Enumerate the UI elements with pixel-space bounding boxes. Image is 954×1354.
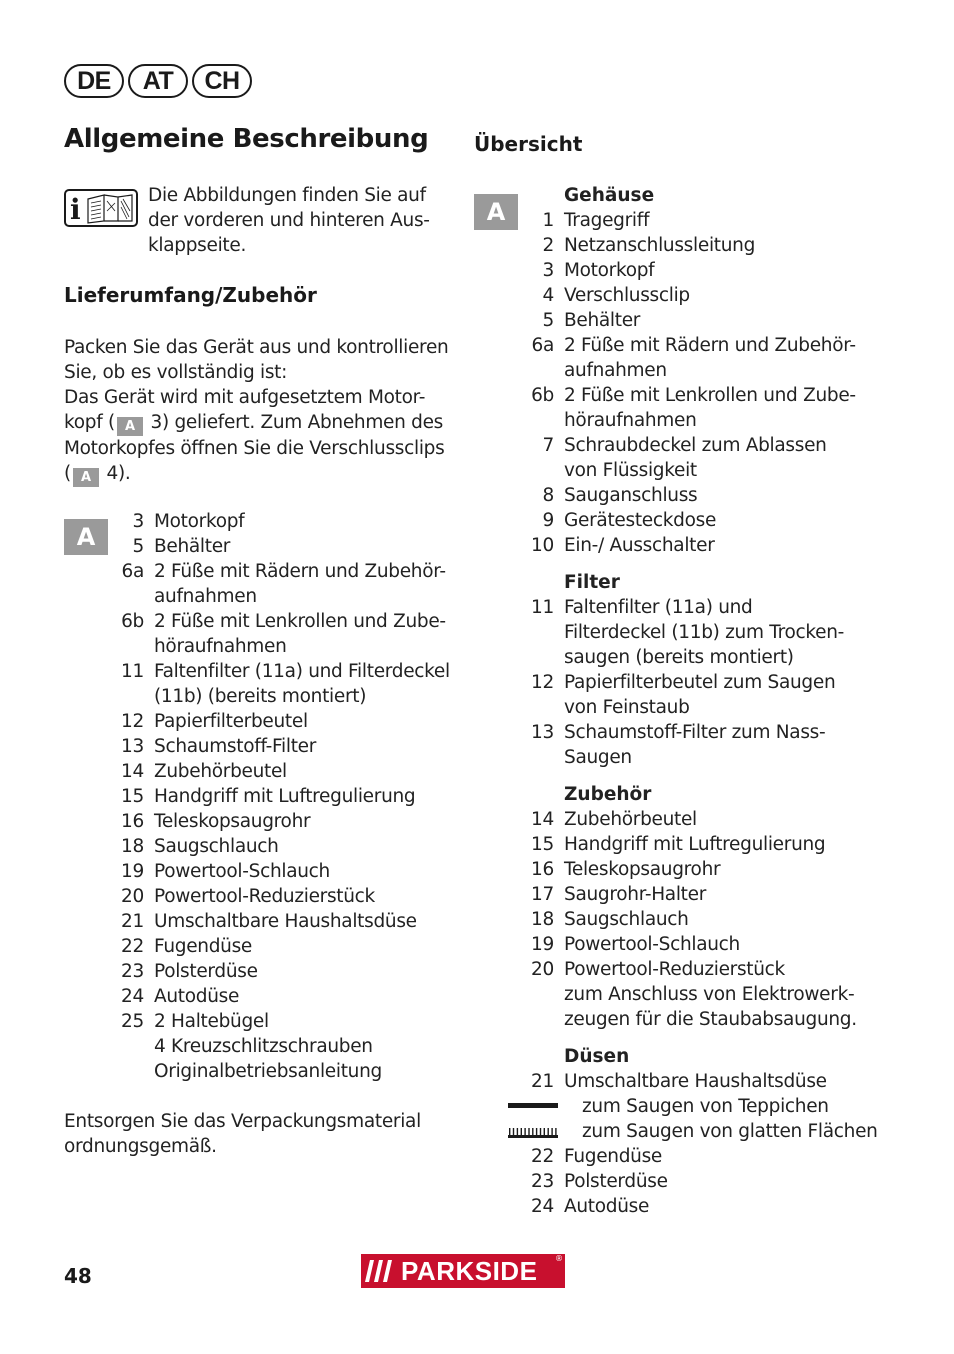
item-label-line: zeugen für die Staubabsaugung. xyxy=(564,1009,857,1030)
overview-list-item xyxy=(510,882,870,907)
nozzle-mode-row xyxy=(510,1094,870,1119)
overview-list-item xyxy=(510,857,870,882)
item-number: 20 xyxy=(531,959,554,980)
item-label xyxy=(154,984,450,1009)
item-label-line: Teleskopsaugrohr xyxy=(564,859,721,880)
spacer xyxy=(510,782,564,807)
overview-list-item xyxy=(510,1194,870,1219)
item-number: 6a xyxy=(121,561,144,582)
overview-list-item xyxy=(510,1144,870,1169)
item-label-line: Autodüse xyxy=(564,1196,650,1217)
item-label-line: Behälter xyxy=(564,310,641,331)
item-label xyxy=(564,882,870,907)
item-label xyxy=(564,807,870,832)
overview-list-item xyxy=(510,208,870,233)
nozzle-mode-row xyxy=(510,1119,878,1144)
item-number: 23 xyxy=(531,1171,554,1192)
item-label xyxy=(564,233,870,258)
item-label-line: Teleskopsaugrohr xyxy=(154,811,311,832)
item-label xyxy=(564,932,870,957)
overview-list-item xyxy=(510,383,870,433)
overview-list-item xyxy=(510,258,870,283)
item-label-line: 2 Füße mit Rädern und Zubehör- xyxy=(564,335,856,356)
paragraph-line: Sie, ob es vollständig ist: xyxy=(64,362,288,383)
item-label-line: Powertool-Schlauch xyxy=(154,861,330,882)
item-number: 18 xyxy=(531,909,554,930)
delivery-list-item xyxy=(100,609,450,659)
item-number: 12 xyxy=(531,672,554,693)
item-number: 11 xyxy=(121,661,144,682)
item-label xyxy=(154,934,450,959)
item-label xyxy=(154,809,450,834)
item-label-line: Fugendüse xyxy=(564,1146,662,1167)
item-label xyxy=(564,907,870,932)
item-number: 1 xyxy=(542,210,554,231)
overview-list-item xyxy=(510,832,870,857)
item-label xyxy=(564,508,870,533)
delivery-list-item xyxy=(100,1009,450,1084)
item-label xyxy=(564,832,870,857)
item-number: 13 xyxy=(121,736,144,757)
item-label xyxy=(564,308,870,333)
item-number: 11 xyxy=(531,597,554,618)
item-label xyxy=(564,720,870,770)
delivery-list-item xyxy=(100,734,450,759)
item-label xyxy=(154,759,450,784)
delivery-list-item xyxy=(100,984,450,1009)
item-label-line: Saugschlauch xyxy=(154,836,279,857)
item-label-line: zum Anschluss von Elektrowerk- xyxy=(564,984,855,1005)
item-number: 18 xyxy=(121,836,144,857)
item-label xyxy=(154,609,450,659)
item-label xyxy=(564,1069,870,1094)
item-label-line: 2 Füße mit Lenkrollen und Zube- xyxy=(154,611,446,632)
item-number: 22 xyxy=(531,1146,554,1167)
delivery-list-item xyxy=(100,759,450,784)
item-label-line: Sauganschluss xyxy=(564,485,698,506)
item-label-line: Tragegriff xyxy=(564,210,650,231)
spacer xyxy=(510,570,564,595)
item-label-line: 2 Füße mit Lenkrollen und Zube- xyxy=(564,385,856,406)
item-label xyxy=(154,509,450,534)
item-label-line: Handgriff mit Luftregulierung xyxy=(564,834,826,855)
info-line: Die Abbildungen finden Sie auf xyxy=(148,185,426,206)
overview-list-item xyxy=(510,670,870,720)
delivery-list-item xyxy=(100,934,450,959)
item-label xyxy=(154,1009,450,1084)
overview-list-item xyxy=(510,433,870,483)
item-label-line: von Flüssigkeit xyxy=(564,460,697,481)
brand-name: PARKSIDE xyxy=(401,1255,538,1286)
item-number: 16 xyxy=(121,811,144,832)
item-label xyxy=(154,784,450,809)
item-label-line: Polsterdüse xyxy=(154,961,258,982)
item-number: 14 xyxy=(531,809,554,830)
delivery-list-item xyxy=(100,534,450,559)
item-label-line: Gerätesteckdose xyxy=(564,510,717,531)
paragraph-line: Das Gerät wird mit aufgesetztem Motor- xyxy=(64,387,426,408)
item-label-line: höraufnahmen xyxy=(564,410,697,431)
delivery-list-item xyxy=(100,809,450,834)
item-number: 6a xyxy=(531,335,554,356)
item-number: 25 xyxy=(121,1011,144,1032)
parkside-logo xyxy=(361,1254,565,1288)
nozzle-mode-label: zum Saugen von Teppichen xyxy=(582,1096,829,1117)
item-number: 22 xyxy=(121,936,144,957)
info-text xyxy=(148,183,438,258)
group-heading-row xyxy=(510,570,870,595)
delivery-list-item xyxy=(100,784,450,809)
item-label xyxy=(154,534,450,559)
item-label-line: Powertool-Reduzierstück xyxy=(154,886,375,907)
delivery-list-item xyxy=(100,559,450,609)
item-number: 3 xyxy=(132,511,144,532)
item-number: 5 xyxy=(132,536,144,557)
svg-text:i: i xyxy=(70,193,81,225)
item-number: 3 xyxy=(542,260,554,281)
item-label-line: Umschaltbare Haushaltsdüse xyxy=(154,911,417,932)
item-label xyxy=(154,659,450,709)
item-number: 12 xyxy=(121,711,144,732)
paragraph-line: Motorkopfes öffnen Sie die Verschlussclips xyxy=(64,438,445,459)
item-label xyxy=(564,208,870,233)
item-number: 24 xyxy=(531,1196,554,1217)
item-label-line: 2 Haltebügel xyxy=(154,1011,269,1032)
group-heading-row xyxy=(510,183,870,208)
lang-badge-de: DE xyxy=(64,64,124,98)
overview-list-item xyxy=(510,595,870,670)
group-heading: Düsen xyxy=(564,1046,630,1067)
item-label-line: Saugen xyxy=(564,747,632,768)
item-label xyxy=(564,957,870,1032)
overview-list-item xyxy=(510,233,870,258)
info-manual-icon xyxy=(64,189,138,227)
item-label-line: Umschaltbare Haushaltsdüse xyxy=(564,1071,827,1092)
item-label-line: Powertool-Reduzierstück xyxy=(564,959,785,980)
paragraph-line: ordnungsgemäß. xyxy=(64,1136,217,1157)
item-number: 6b xyxy=(121,611,144,632)
item-label-line: Polsterdüse xyxy=(564,1171,668,1192)
delivery-list-item xyxy=(100,959,450,984)
item-number: 24 xyxy=(121,986,144,1007)
delivery-list-item xyxy=(100,834,450,859)
overview-list-item xyxy=(510,907,870,932)
item-label xyxy=(564,533,870,558)
logo-slashes-icon xyxy=(361,1254,401,1288)
overview-list-item xyxy=(510,807,870,832)
spacer xyxy=(510,1044,564,1069)
overview-list-item xyxy=(510,720,870,770)
item-label-line: Handgriff mit Luftregulierung xyxy=(154,786,416,807)
item-label xyxy=(564,1169,870,1194)
item-label-line: Zubehörbeutel xyxy=(154,761,287,782)
nozzle-mode-label: zum Saugen von glatten Flächen xyxy=(582,1121,878,1142)
item-number: 20 xyxy=(121,886,144,907)
overview-list-item xyxy=(510,283,870,308)
overview-list-item xyxy=(510,957,870,1032)
group-heading: Gehäuse xyxy=(564,185,655,206)
item-label xyxy=(564,483,870,508)
item-label-line: Papierfilterbeutel xyxy=(154,711,308,732)
item-label xyxy=(564,857,870,882)
language-badges xyxy=(64,64,252,98)
item-number: 7 xyxy=(542,435,554,456)
disposal-paragraph xyxy=(64,1109,449,1159)
item-label xyxy=(564,283,870,308)
item-label-line: Faltenfilter (11a) und xyxy=(564,597,753,618)
figure-badge-delivery: A xyxy=(64,519,108,555)
item-label-line: Motorkopf xyxy=(154,511,245,532)
item-number: 15 xyxy=(531,834,554,855)
item-label-line: Netzanschlussleitung xyxy=(564,235,756,256)
item-label-line: Autodüse xyxy=(154,986,240,1007)
figure-badge-overview: A xyxy=(474,194,518,230)
item-label xyxy=(564,1194,870,1219)
item-number: 23 xyxy=(121,961,144,982)
item-number: 21 xyxy=(531,1071,554,1092)
item-number: 8 xyxy=(542,485,554,506)
item-number: 14 xyxy=(121,761,144,782)
group-heading: Filter xyxy=(564,572,620,593)
item-label xyxy=(564,670,870,720)
delivery-paragraph xyxy=(64,335,449,487)
info-line: der vorderen und hinteren Aus- xyxy=(148,210,430,231)
item-label xyxy=(154,709,450,734)
group-heading-row xyxy=(510,782,870,807)
overview-list-item xyxy=(510,533,870,558)
item-number: 5 xyxy=(542,310,554,331)
figure-ref-badge: A xyxy=(73,468,99,487)
item-number: 21 xyxy=(121,911,144,932)
item-label xyxy=(154,859,450,884)
item-label xyxy=(154,909,450,934)
delivery-list-item xyxy=(100,859,450,884)
overview-list-item xyxy=(510,1169,870,1194)
overview-list-item xyxy=(510,483,870,508)
item-label-line: Faltenfilter (11a) und Filterdeckel xyxy=(154,661,450,682)
item-label-line: 4 Kreuzschlitzschrauben xyxy=(154,1036,373,1057)
item-number: 6b xyxy=(531,385,554,406)
brush-bristle-icon xyxy=(506,1119,560,1144)
item-label xyxy=(564,383,870,433)
item-number: 17 xyxy=(531,884,554,905)
delivery-list-item xyxy=(100,709,450,734)
section-title: Allgemeine Beschreibung xyxy=(64,124,429,154)
item-number: 15 xyxy=(121,786,144,807)
item-number: 16 xyxy=(531,859,554,880)
item-label xyxy=(564,333,870,383)
item-label-line: Behälter xyxy=(154,536,231,557)
item-label-line: Ein-/ Ausschalter xyxy=(564,535,715,556)
item-label-line: (11b) (bereits montiert) xyxy=(154,686,367,707)
item-number: 4 xyxy=(542,285,554,306)
item-label-line: Filterdeckel (11b) zum Trocken- xyxy=(564,622,844,643)
item-label-line: Fugendüse xyxy=(154,936,252,957)
item-label xyxy=(154,559,450,609)
figure-ref-badge: A xyxy=(117,417,143,436)
paragraph-line: Entsorgen Sie das Verpackungsmaterial xyxy=(64,1111,421,1132)
delivery-list xyxy=(100,509,450,1084)
overview-list-item xyxy=(510,508,870,533)
item-label xyxy=(564,1144,870,1169)
overview-list-item xyxy=(510,308,870,333)
item-label-line: von Feinstaub xyxy=(564,697,690,718)
delivery-list-item xyxy=(100,884,450,909)
item-label-line: aufnahmen xyxy=(154,586,257,607)
item-number: 2 xyxy=(542,235,554,256)
item-number: 9 xyxy=(542,510,554,531)
item-label xyxy=(154,834,450,859)
item-number: 19 xyxy=(531,934,554,955)
registered-mark: ® xyxy=(555,1254,563,1263)
carpet-bar-icon xyxy=(506,1094,560,1119)
group-heading: Zubehör xyxy=(564,784,652,805)
lang-badge-ch: CH xyxy=(192,64,252,98)
item-label xyxy=(154,959,450,984)
item-label-line: Schaumstoff-Filter xyxy=(154,736,317,757)
item-label-line: Powertool-Schlauch xyxy=(564,934,740,955)
info-line: klappseite. xyxy=(148,235,247,256)
delivery-list-item xyxy=(100,659,450,709)
item-number: 13 xyxy=(531,722,554,743)
paragraph-line: ( A 4). xyxy=(64,463,131,485)
overview-list xyxy=(510,183,878,1219)
item-label-line: Motorkopf xyxy=(564,260,655,281)
item-label xyxy=(154,884,450,909)
item-label-line: Saugschlauch xyxy=(564,909,689,930)
item-label-line: 2 Füße mit Rädern und Zubehör- xyxy=(154,561,446,582)
item-label xyxy=(564,258,870,283)
paragraph-line: Packen Sie das Gerät aus und kontrollieren xyxy=(64,337,449,358)
item-label-line: Saugrohr-Halter xyxy=(564,884,707,905)
overview-list-item xyxy=(510,932,870,957)
item-label xyxy=(564,433,870,483)
overview-list-item xyxy=(510,1069,870,1094)
spacer xyxy=(510,183,564,208)
paragraph-line: kopf ( A 3) geliefert. Zum Abnehmen des xyxy=(64,412,443,434)
delivery-list-item xyxy=(100,509,450,534)
item-label xyxy=(154,734,450,759)
item-label-line: Zubehörbeutel xyxy=(564,809,697,830)
item-label-line: Schraubdeckel zum Ablassen xyxy=(564,435,827,456)
overview-list-item xyxy=(510,333,870,383)
item-number: 19 xyxy=(121,861,144,882)
item-label-line: Schaumstoff-Filter zum Nass- xyxy=(564,722,826,743)
lang-badge-at: AT xyxy=(128,64,188,98)
item-label-line: höraufnahmen xyxy=(154,636,287,657)
item-label xyxy=(564,595,870,670)
item-label-line: Verschlussclip xyxy=(564,285,690,306)
item-label-line: aufnahmen xyxy=(564,360,667,381)
group-heading-row xyxy=(510,1044,870,1069)
item-label-line: Originalbetriebsanleitung xyxy=(154,1061,382,1082)
delivery-title: Lieferumfang/Zubehör xyxy=(64,283,317,307)
item-number: 10 xyxy=(531,535,554,556)
item-label-line: Papierfilterbeutel zum Saugen xyxy=(564,672,836,693)
delivery-list-item xyxy=(100,909,450,934)
overview-title: Übersicht xyxy=(474,132,583,156)
page-number: 48 xyxy=(64,1264,92,1288)
item-label-line: saugen (bereits montiert) xyxy=(564,647,794,668)
